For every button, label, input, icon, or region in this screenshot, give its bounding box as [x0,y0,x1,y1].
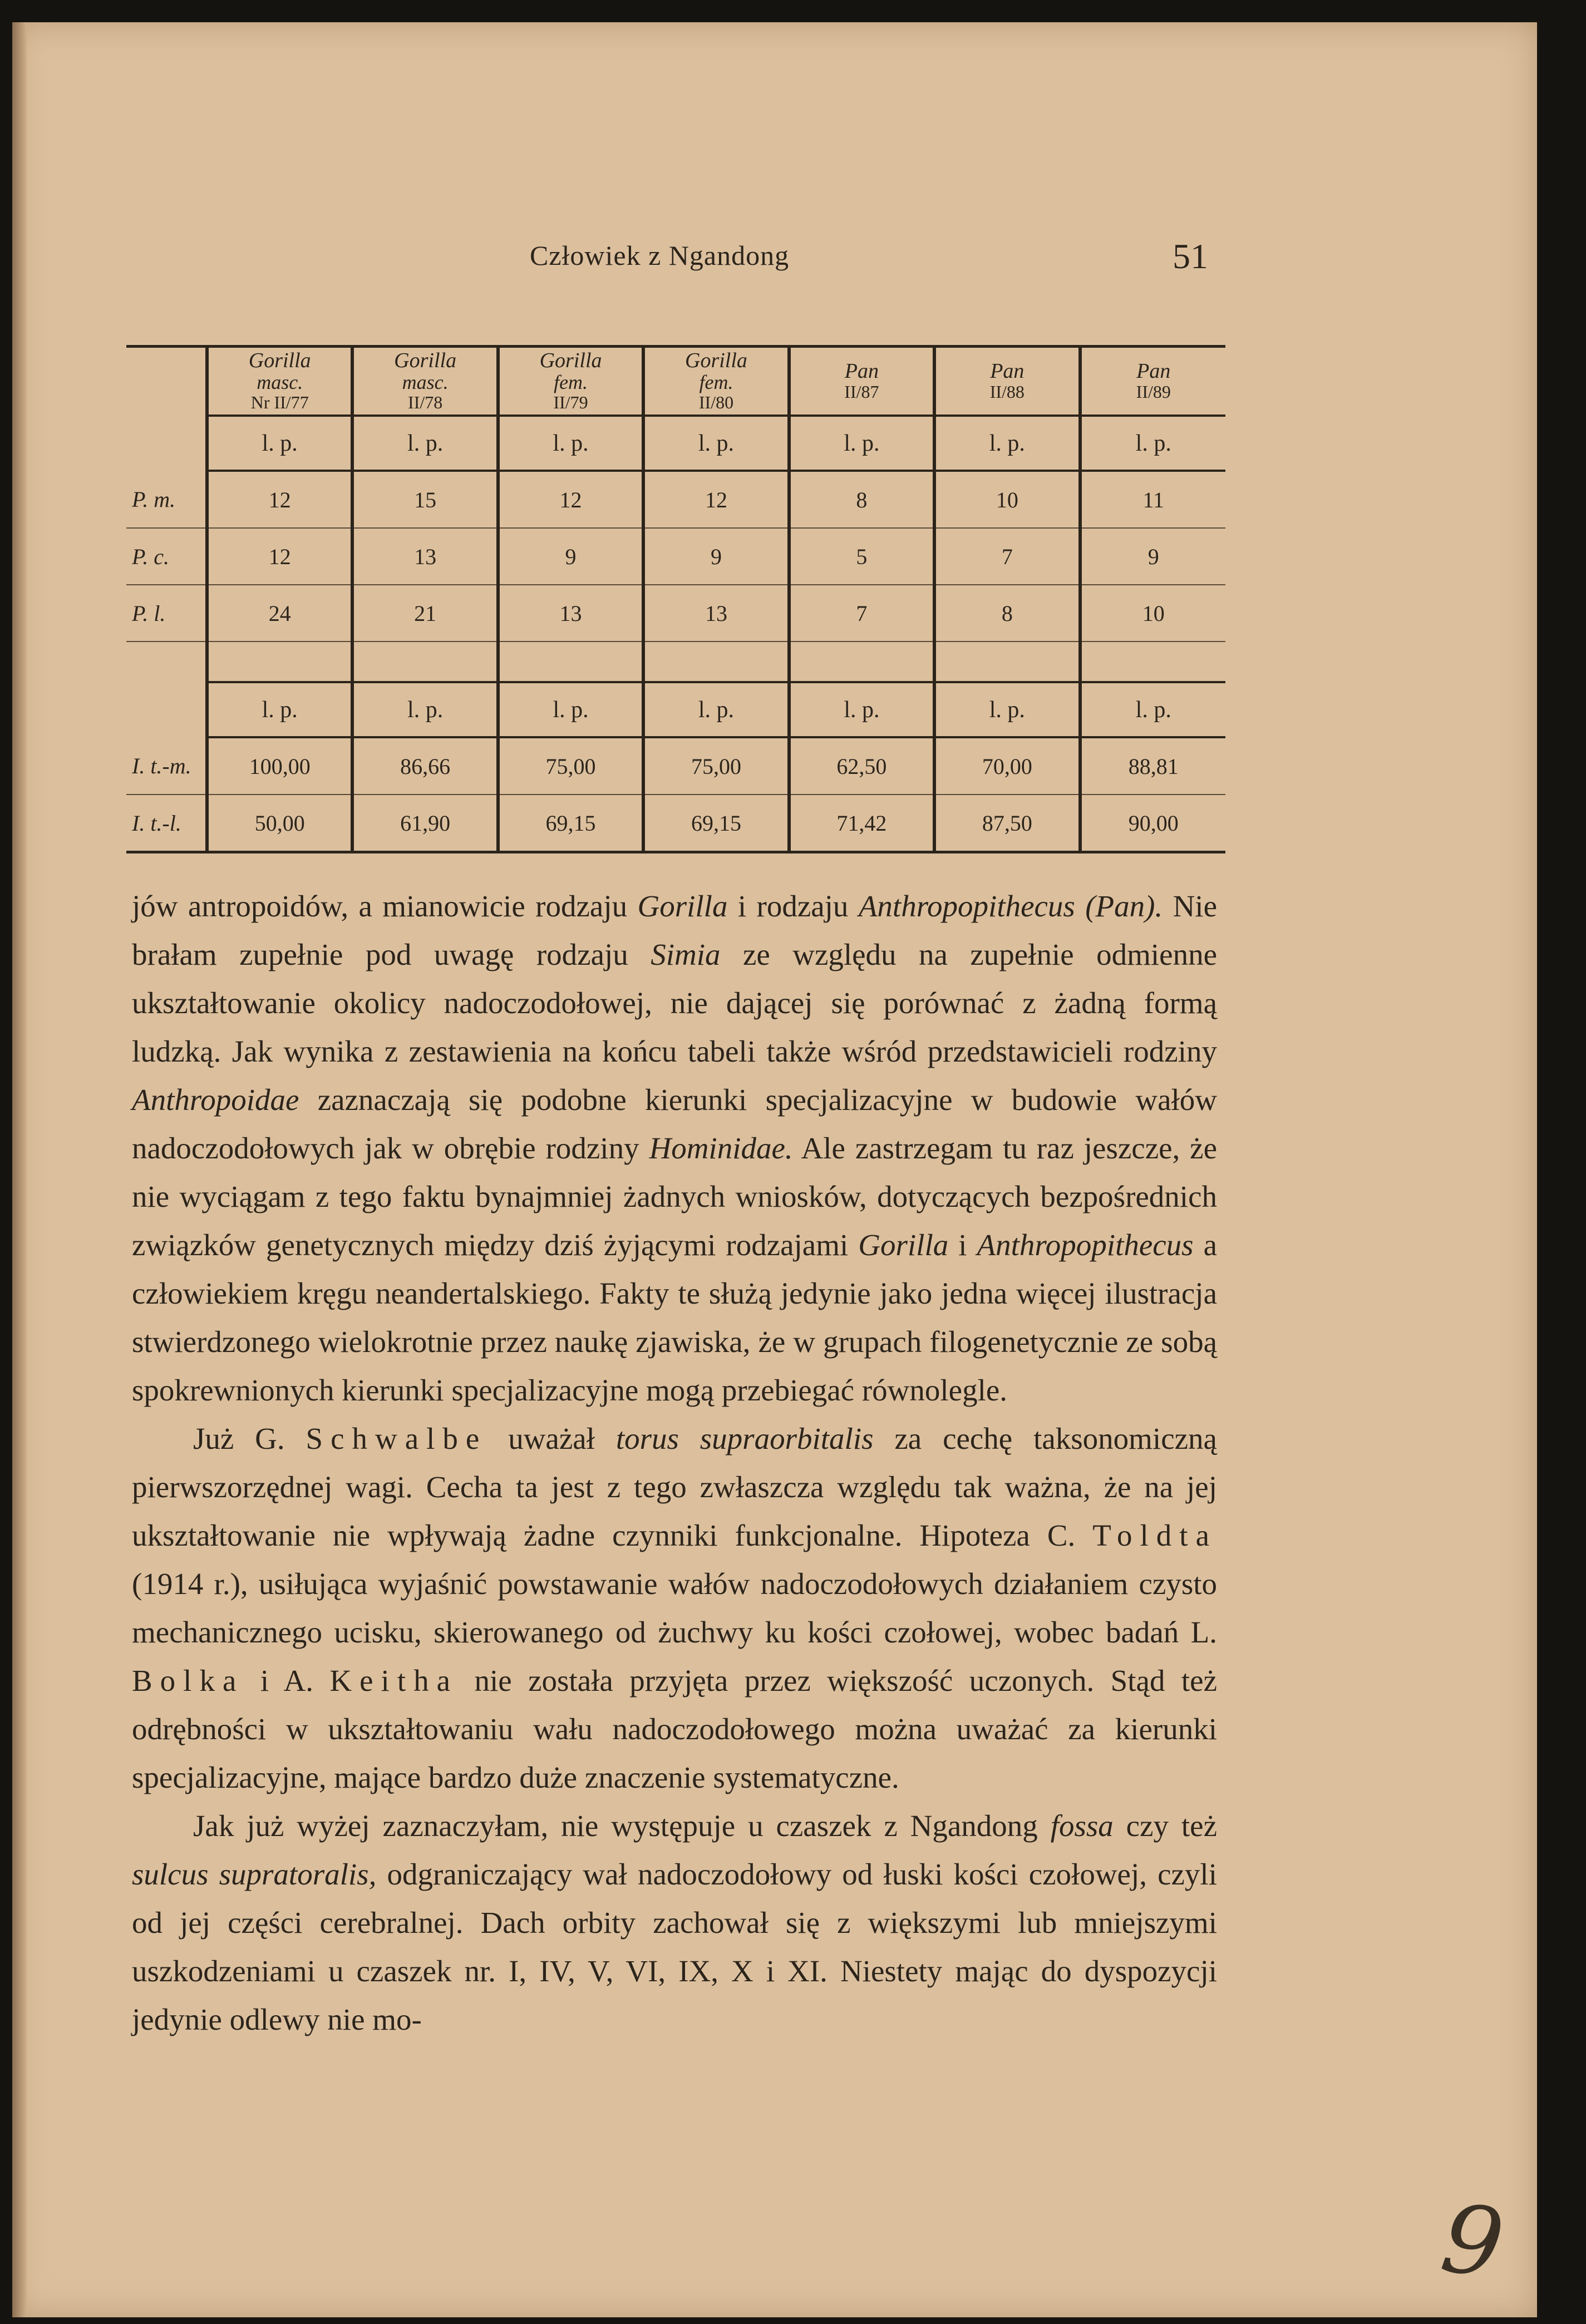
page-number: 51 [1173,236,1208,276]
table-cell: 100,00 [207,737,352,795]
side-label: l. p. [1080,416,1225,471]
side-label: l. p. [498,416,643,471]
table-row [126,471,1225,528]
table-cell: 87,50 [934,795,1080,852]
row-label: P. l. [126,585,207,642]
table-cell: 86,66 [352,737,498,795]
side-label: l. p. [934,416,1080,471]
paragraph: Już G. Schwalbe uważał torus supraorbitalis za cechę taksonomiczną pierwszorzędnej wagi. Cecha ta jest z tego zwłaszcza względu tak ważna, że na jej ukształtowanie nie wpływają żadne czynniki funkcjonalne. Hipoteza C. Toldta (1914 r.), usiłująca wyjaśnić powstawanie wałów nadoczodołowych działaniem czysto mechanicznego ucisku, skierowanego od żuchwy ku kości czołowej, wobec badań L. Bolka i A. Keitha nie została przyjęta przez większość uczonych. Stąd też odrębności w ukształtowaniu wału nadoczodołowego można uważać za kierunki specjalizacyjne, mające bardzo duże znaczenie systematyczne. [132,1422,1217,1794]
table-cell: 24 [207,585,352,642]
side-label: l. p. [1080,682,1225,737]
row-label: I. t.-l. [126,795,207,852]
table-cell: 8 [789,471,934,528]
paragraph: jów antropoidów, a mianowicie rodzaju Gorilla i rodzaju Anthropopithecus (Pan). Nie brałam zupełnie pod uwagę rodzaju Simia ze względu na zupełnie odmienne ukształtowanie okolicy nadoczodołowej, nie dającej się porównać z żadną formą ludzką. Jak wynika z zestawienia na końcu tabeli także wśród przedstawicieli rodziny Anthropoidae zaznaczają się podobne kierunki specjalizacyjne w budowie wałów nadoczodołowych jak w obrębie rodziny Hominidae. Ale zastrzegam tu raz jeszcze, że nie wyciągam z tego faktu bynajmniej żadnych wniosków, dotyczących bezpośrednich związków genetycznych między dziś żyjącymi rodzajami Gorilla i Anthropopithecus a człowiekiem kręgu neandertalskiego. Fakty te służą jedynie jako jedna więcej ilustracja stwierdzonego wielokrotnie przez naukę zjawiska, że w grupach filogenetycznie ze sobą spokrewnionych kierunki specjalizacyjne mogą przebiegać równolegle. [132,889,1217,1407]
table-cell: 13 [352,528,498,585]
table-cell: 12 [643,471,789,528]
book-page [12,22,1537,2317]
row-label: P. c. [126,528,207,585]
side-label: l. p. [789,682,934,737]
table-cell: 75,00 [643,737,789,795]
column-header: Pan II/88 [934,347,1080,416]
index-row [126,737,1225,795]
table-spacer-row [126,642,1225,682]
table-corner-cell [126,347,207,416]
column-header: Gorilla fem. II/80 [643,347,789,416]
index-row [126,795,1225,852]
table-row [126,585,1225,642]
column-header: Pan II/87 [789,347,934,416]
table-cell: 69,15 [643,795,789,852]
side-label: l. p. [643,682,789,737]
page-header [12,236,1537,284]
column-header: Pan II/89 [1080,347,1225,416]
column-header: Gorilla masc. Nr II/77 [207,347,352,416]
table-cell: 71,42 [789,795,934,852]
table-cell: 62,50 [789,737,934,795]
table-cell: 11 [1080,471,1225,528]
table-cell: 12 [207,471,352,528]
table-cell: 69,15 [498,795,643,852]
table-cell: 15 [352,471,498,528]
table-cell: 8 [934,585,1080,642]
table-cell: 10 [934,471,1080,528]
table-cell: 13 [498,585,643,642]
table-cell: 90,00 [1080,795,1225,852]
side-label: l. p. [207,416,352,471]
side-label: l. p. [643,416,789,471]
column-header: Gorilla fem. II/79 [498,347,643,416]
running-title: Człowiek z Ngandong [530,240,790,271]
table-cell: 12 [207,528,352,585]
table-cell: 12 [498,471,643,528]
table-header-row [126,347,1225,416]
side-label: l. p. [498,682,643,737]
side-label: l. p. [207,682,352,737]
side-label: l. p. [934,682,1080,737]
table-cell: 61,90 [352,795,498,852]
side-label: l. p. [789,416,934,471]
table-cell: 7 [789,585,934,642]
table-cell: 10 [1080,585,1225,642]
table-cell: 75,00 [498,737,643,795]
table-cell: 13 [643,585,789,642]
side-label-row [126,416,1225,471]
side-label: l. p. [352,682,498,737]
comparison-table [126,345,1225,853]
row-label: I. t.-m. [126,737,207,795]
table-cell: 9 [498,528,643,585]
page-binding-edge [12,22,27,2317]
table-cell: 9 [643,528,789,585]
column-header: Gorilla masc. II/78 [352,347,498,416]
body-text [132,882,1217,2044]
table-cell: 5 [789,528,934,585]
paragraph: Jak już wyżej zaznaczyłam, nie występuje u czaszek z Ngandong fossa czy też sulcus supratoralis, odgraniczający wał nadoczodołowy od łuski kości czołowej, czyli od jej części cerebralnej. Dach orbity zachował się z większymi lub mniejszymi uszkodzeniami u czaszek nr. I, IV, V, VI, IX, X i XI. Niestety mając do dyspozycji jedynie odlewy nie mo- [132,1809,1217,2036]
table-cell: 70,00 [934,737,1080,795]
table-cell: 88,81 [1080,737,1225,795]
side-label-row [126,682,1225,737]
row-label: P. m. [126,471,207,528]
side-label: l. p. [352,416,498,471]
table-cell: 7 [934,528,1080,585]
table-cell: 21 [352,585,498,642]
table-cell: 9 [1080,528,1225,585]
table-cell: 50,00 [207,795,352,852]
handwritten-margin-note: 9 [1435,2183,1510,2301]
table-row [126,528,1225,585]
